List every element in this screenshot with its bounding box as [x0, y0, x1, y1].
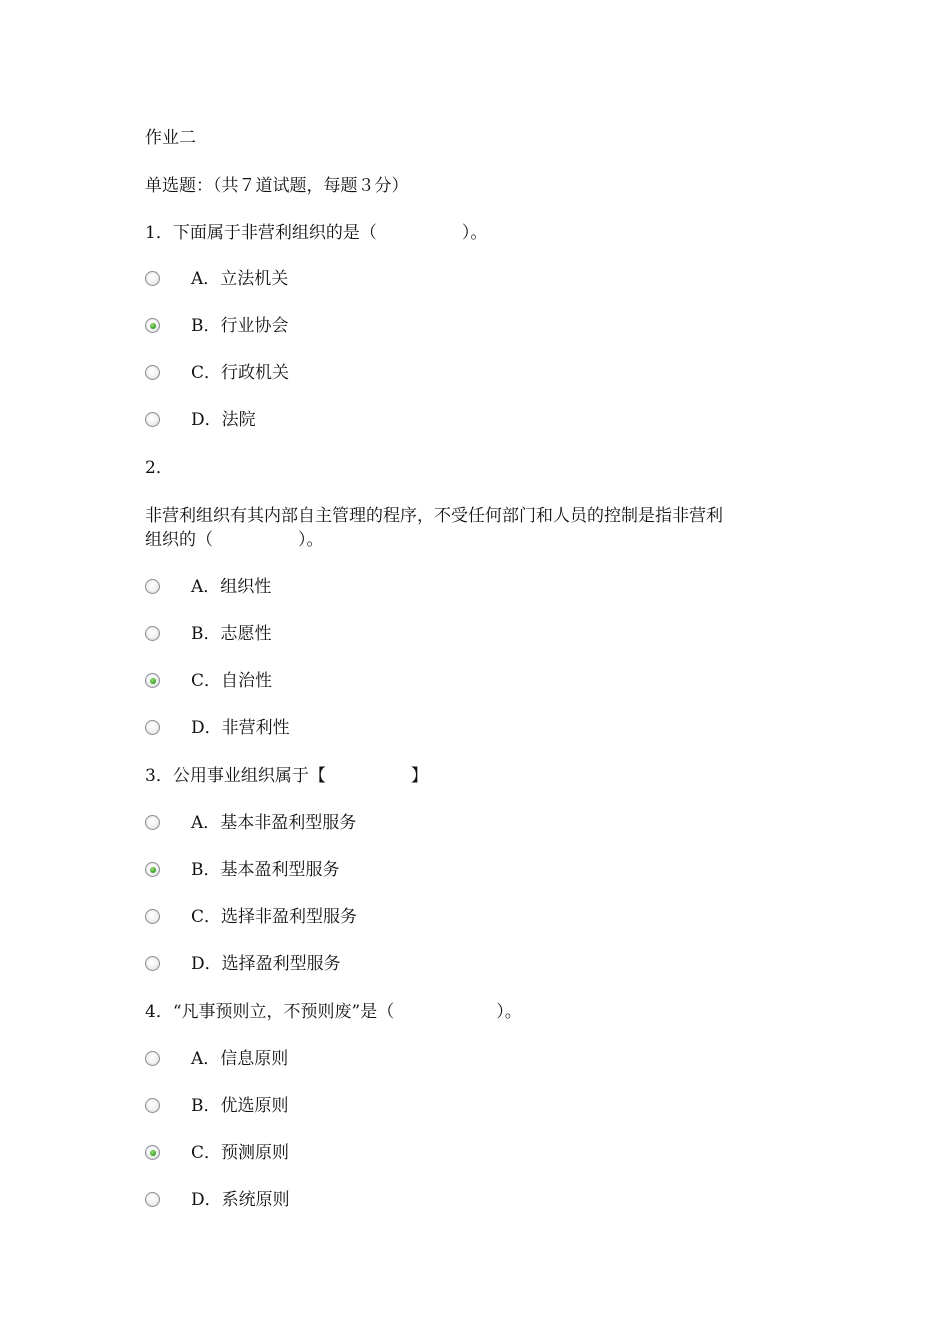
question-4-option-c[interactable]: [145, 1142, 545, 1166]
radio-button[interactable]: [145, 412, 160, 427]
question-2-option-c[interactable]: [145, 670, 545, 694]
radio-button[interactable]: [145, 1192, 160, 1207]
section-heading: 单选题：（共７道试题，每题３分）: [145, 176, 409, 196]
radio-button[interactable]: [145, 1145, 160, 1160]
question-3-option-a[interactable]: [145, 812, 545, 836]
radio-button[interactable]: [145, 673, 160, 688]
question-2-number: 2．: [145, 458, 173, 478]
option-label: B．行业协会: [191, 316, 289, 336]
page-title: 作业二: [145, 128, 196, 148]
question-4-option-b[interactable]: [145, 1095, 545, 1119]
question-2-option-a[interactable]: [145, 576, 545, 600]
radio-button[interactable]: [145, 1098, 160, 1113]
question-1-option-a[interactable]: [145, 268, 545, 292]
question-4-option-d[interactable]: [145, 1189, 545, 1213]
option-label: A．信息原则: [191, 1049, 289, 1069]
option-label: A．组织性: [191, 577, 272, 597]
radio-button[interactable]: [145, 579, 160, 594]
option-label: B．志愿性: [191, 624, 272, 644]
question-2-option-d[interactable]: [145, 717, 545, 741]
radio-button[interactable]: [145, 318, 160, 333]
question-1-option-d[interactable]: [145, 409, 545, 433]
question-2-stem-line-1: 非营利组织有其内部自主管理的程序，不受任何部门和人员的控制是指非营利: [145, 506, 723, 526]
radio-button[interactable]: [145, 626, 160, 641]
option-label: A．立法机关: [191, 269, 289, 289]
option-label: D．选择盈利型服务: [191, 954, 341, 974]
question-4-stem: 4．“凡事预则立，不预则废”是（ ）。: [145, 1002, 522, 1022]
question-1-option-c[interactable]: [145, 362, 545, 386]
option-label: C．预测原则: [191, 1143, 290, 1163]
question-1-option-b[interactable]: [145, 315, 545, 339]
option-label: C．自治性: [191, 671, 273, 691]
question-3-option-c[interactable]: [145, 906, 545, 930]
radio-button[interactable]: [145, 365, 160, 380]
option-label: D．系统原则: [191, 1190, 290, 1210]
option-label: B．优选原则: [191, 1096, 289, 1116]
question-3-stem: 3．公用事业组织属于【 】: [145, 766, 428, 786]
option-label: C．选择非盈利型服务: [191, 907, 358, 927]
option-label: A．基本非盈利型服务: [191, 813, 357, 833]
option-label: C．行政机关: [191, 363, 290, 383]
radio-button[interactable]: [145, 1051, 160, 1066]
radio-button[interactable]: [145, 862, 160, 877]
radio-button[interactable]: [145, 956, 160, 971]
question-2-stem: [145, 504, 815, 552]
option-label: D．法院: [191, 410, 256, 430]
radio-button[interactable]: [145, 271, 160, 286]
question-4-option-a[interactable]: [145, 1048, 545, 1072]
question-2-option-b[interactable]: [145, 623, 545, 647]
radio-button[interactable]: [145, 720, 160, 735]
radio-button[interactable]: [145, 909, 160, 924]
question-2-stem-line-2: 组织的（ ）。: [145, 530, 324, 550]
question-3-option-b[interactable]: [145, 859, 545, 883]
question-1-stem: 1．下面属于非营利组织的是（ ）。: [145, 223, 488, 243]
option-label: D．非营利性: [191, 718, 290, 738]
question-3-option-d[interactable]: [145, 953, 545, 977]
option-label: B．基本盈利型服务: [191, 860, 340, 880]
radio-button[interactable]: [145, 815, 160, 830]
